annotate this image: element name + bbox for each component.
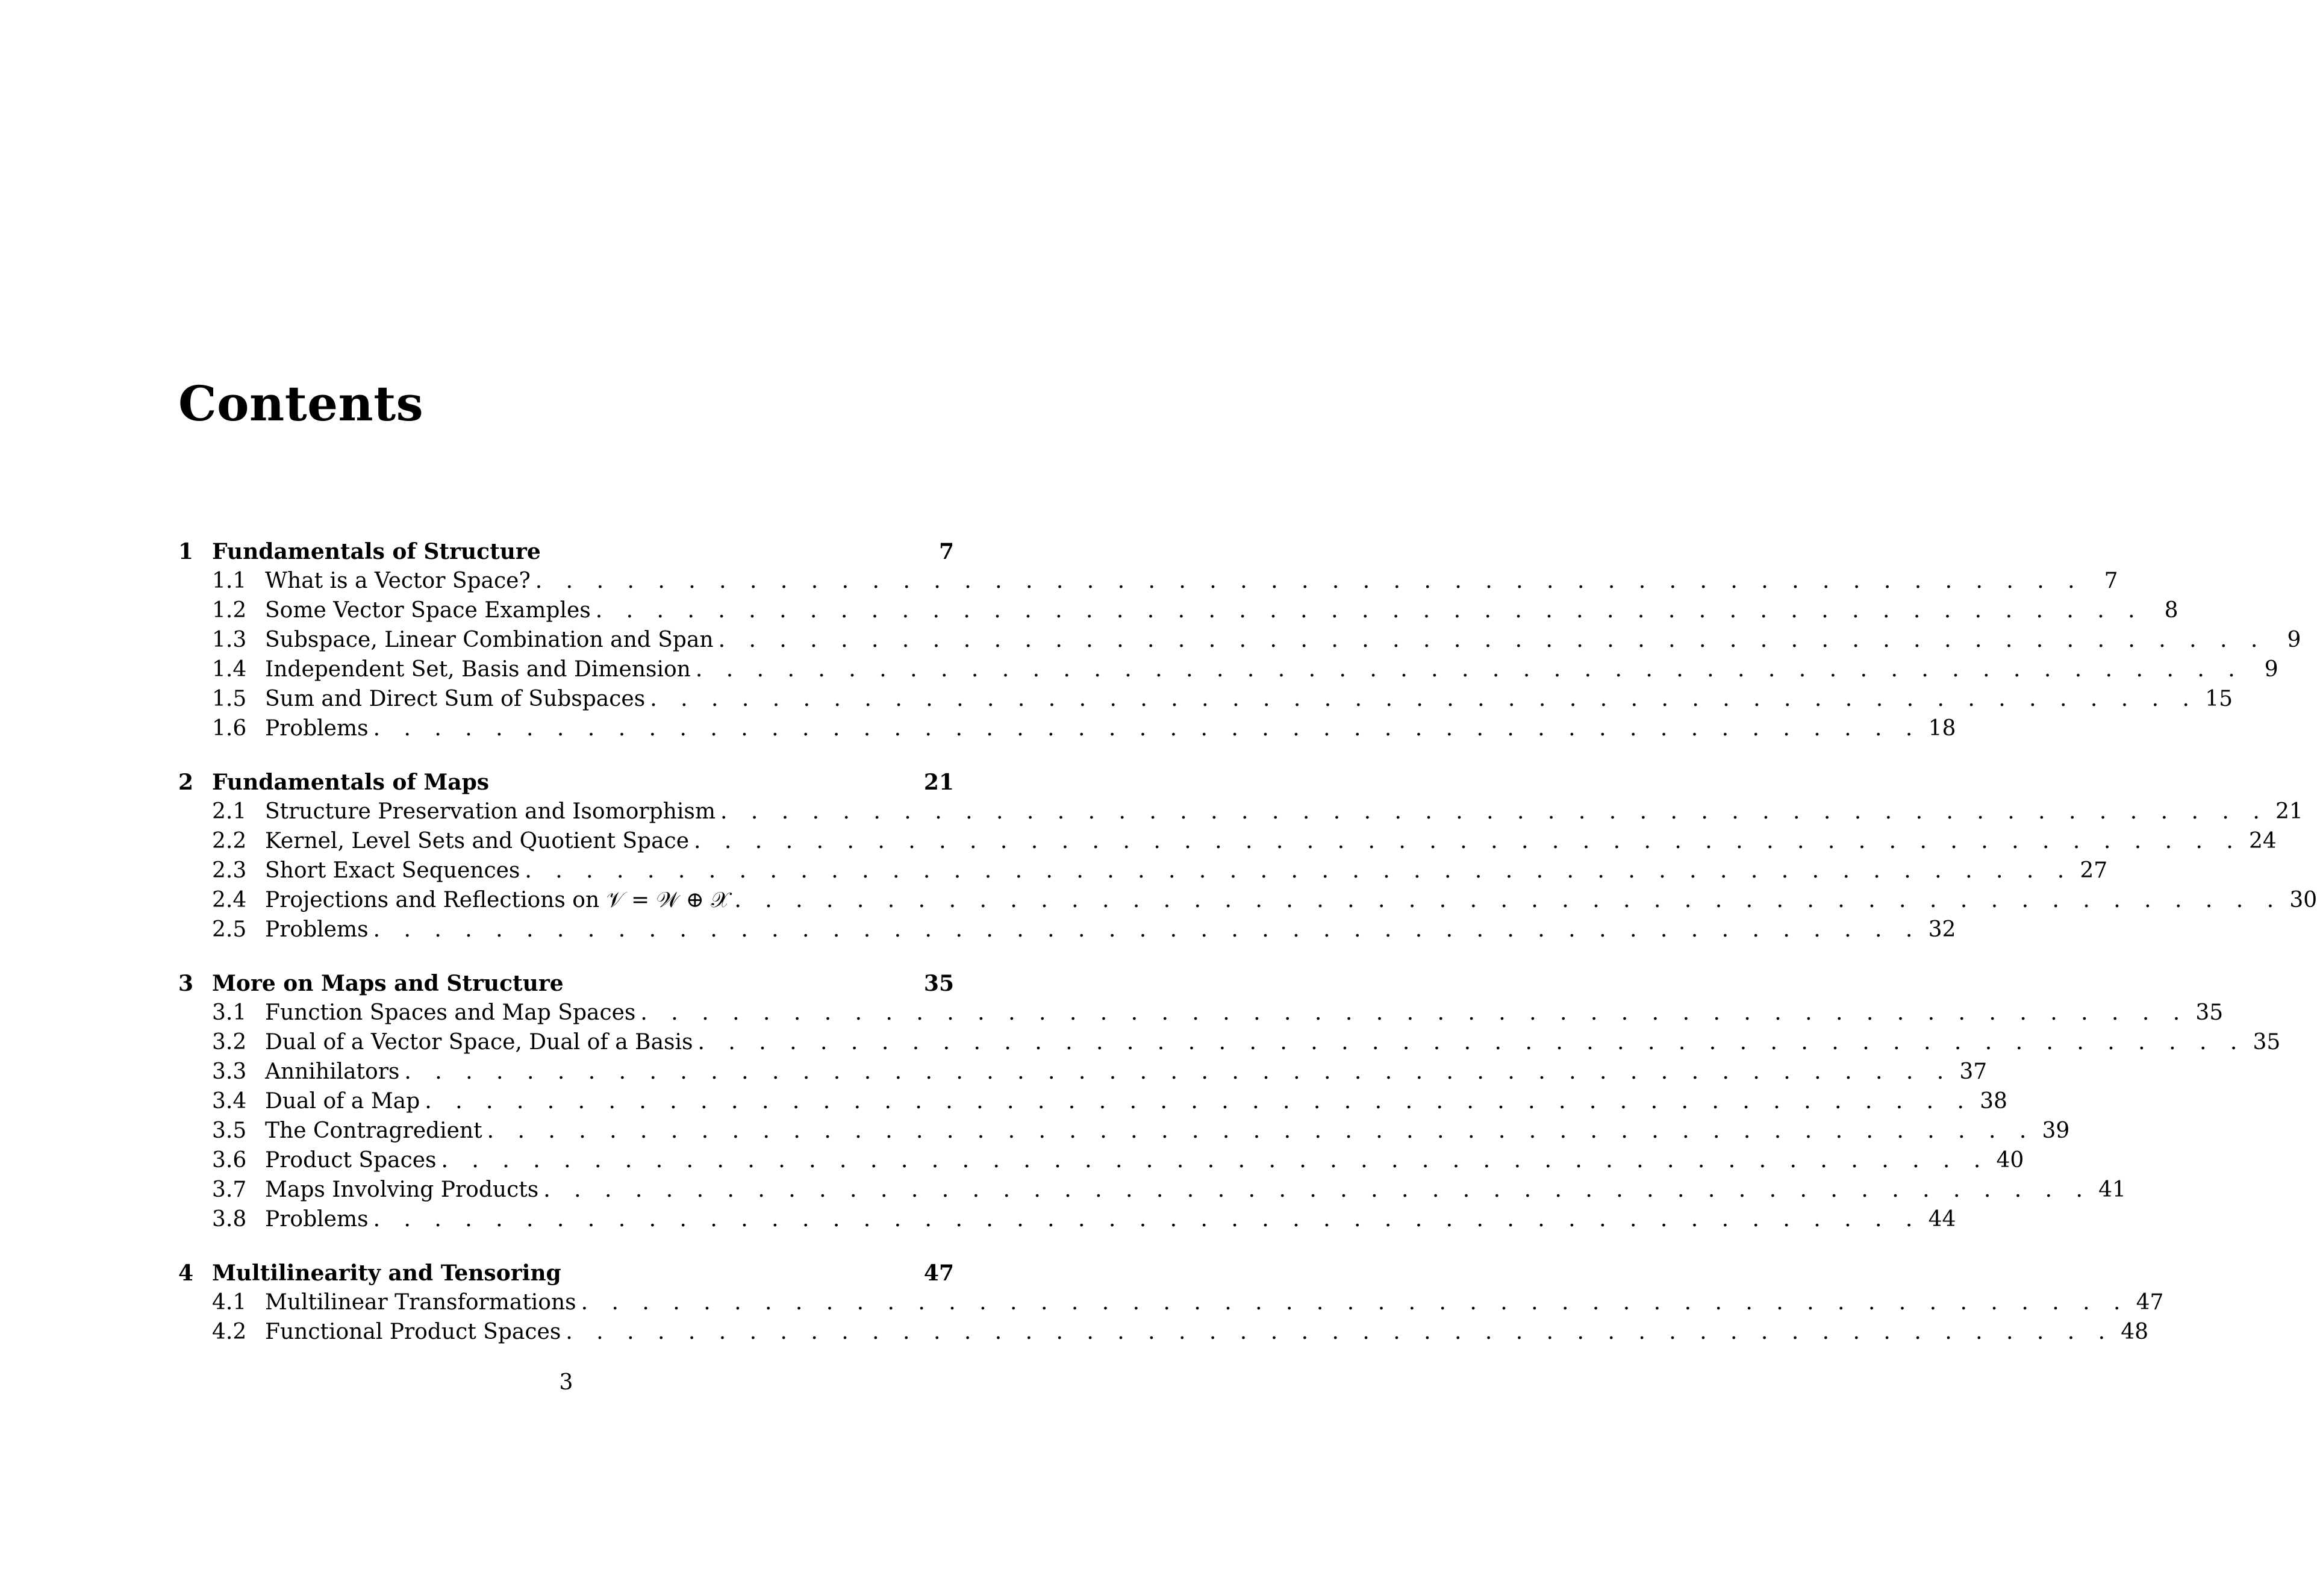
section-title: Problems — [265, 1207, 369, 1232]
section-number: 2.1 — [212, 799, 247, 824]
section-entry[interactable] — [178, 858, 2108, 888]
chapter-page: 21 — [923, 770, 954, 795]
section-title: Problems — [265, 917, 369, 942]
section-entry[interactable] — [178, 657, 2278, 687]
section-entry[interactable] — [178, 1089, 2007, 1118]
section-entry[interactable] — [178, 1320, 2149, 1349]
page-title: Contents — [178, 375, 424, 432]
section-title: Annihilators — [265, 1059, 400, 1084]
chapter-4 — [178, 1261, 2164, 1349]
section-number: 1.6 — [212, 716, 247, 741]
chapter-heading[interactable] — [178, 770, 954, 799]
section-entry[interactable] — [178, 1030, 2281, 1059]
section-number: 3.5 — [212, 1118, 247, 1143]
section-title: Problems — [265, 716, 369, 741]
chapter-page: 35 — [923, 971, 954, 996]
dot-leader: . . . . . . . . . . . . . . . . . . . . . . . . . . . . . . . . . . . . . . . . . . . . . . . . . . . — [441, 1148, 1989, 1173]
dot-leader: . . . . . . . . . . . . . . . . . . . . . . . . . . . . . . . . . . . . . . . . . . . . . . . . . . . — [720, 799, 2268, 824]
section-entry[interactable] — [178, 799, 2303, 829]
section-number: 1.2 — [212, 598, 247, 623]
section-title: Maps Involving Products — [265, 1177, 539, 1202]
dot-leader: . . . . . . . . . . . . . . . . . . . . . . . . . . . . . . . . . . . . . . . . . . . . . . . . . . . — [718, 628, 2266, 652]
section-number: 2.4 — [212, 888, 247, 912]
chapter-title: Multilinearity and Tensoring — [212, 1261, 561, 1286]
section-page: 47 — [2136, 1290, 2164, 1315]
section-entry[interactable] — [178, 716, 1956, 746]
dot-leader: . . . . . . . . . . . . . . . . . . . . . . . . . . . . . . . . . . . . . . . . . . . . . . . . . . . — [425, 1089, 1972, 1114]
section-number: 4.1 — [212, 1290, 247, 1315]
dot-leader: . . . . . . . . . . . . . . . . . . . . . . . . . . . . . . . . . . . . . . . . . . . . . . . . . . . — [535, 569, 2083, 593]
section-title: Dual of a Map — [265, 1089, 420, 1114]
dot-leader: . . . . . . . . . . . . . . . . . . . . . . . . . . . . . . . . . . . . . . . . . . . . . . . . . . . — [595, 598, 2144, 623]
section-number: 1.1 — [212, 569, 247, 593]
chapter-number: 1 — [178, 539, 194, 564]
chapter-number: 3 — [178, 971, 194, 996]
section-title: Product Spaces — [265, 1148, 437, 1173]
section-page: 27 — [2080, 858, 2108, 883]
dot-leader: . . . . . . . . . . . . . . . . . . . . . . . . . . . . . . . . . . . . . . . . . . . . . . . . . . . — [373, 716, 1921, 741]
chapter-1 — [178, 539, 2301, 746]
table-of-contents — [178, 539, 2317, 1373]
chapter-title: More on Maps and Structure — [212, 971, 564, 996]
section-title: Subspace, Linear Combination and Span — [265, 628, 714, 652]
section-page: 38 — [1980, 1089, 2007, 1114]
section-page: 9 — [2264, 657, 2278, 682]
section-page: 40 — [1996, 1148, 2024, 1173]
section-page: 30 — [2289, 888, 2317, 912]
section-number: 3.4 — [212, 1089, 247, 1114]
section-title: Some Vector Space Examples — [265, 598, 591, 623]
section-entry[interactable] — [178, 1000, 2224, 1030]
section-entry[interactable] — [178, 1207, 1956, 1236]
section-page: 37 — [1959, 1059, 1988, 1084]
section-entry[interactable] — [178, 917, 1956, 947]
section-title: The Contragredient — [265, 1118, 482, 1143]
section-number: 3.7 — [212, 1177, 247, 1202]
section-title: What is a Vector Space? — [265, 569, 531, 593]
chapter-2 — [178, 770, 2317, 947]
section-number: 2.5 — [212, 917, 247, 942]
section-entry[interactable] — [178, 687, 2233, 716]
section-title: Dual of a Vector Space, Dual of a Basis — [265, 1030, 693, 1055]
section-number: 3.3 — [212, 1059, 247, 1084]
section-number: 3.1 — [212, 1000, 247, 1025]
dot-leader: . . . . . . . . . . . . . . . . . . . . . . . . . . . . . . . . . . . . . . . . . . . . . . . . . . . — [487, 1118, 2035, 1143]
section-number: 1.4 — [212, 657, 247, 682]
dot-leader: . . . . . . . . . . . . . . . . . . . . . . . . . . . . . . . . . . . . . . . . . . . . . . . . . . . — [695, 657, 2244, 682]
dot-leader: . . . . . . . . . . . . . . . . . . . . . . . . . . . . . . . . . . . . . . . . . . . . . . . . . . . — [566, 1320, 2114, 1344]
dot-leader: . . . . . . . . . . . . . . . . . . . . . . . . . . . . . . . . . . . . . . . . . . . . . . . . . . . — [734, 888, 2283, 912]
section-number: 3.8 — [212, 1207, 247, 1232]
section-entry[interactable] — [178, 888, 2317, 917]
dot-leader: . . . . . . . . . . . . . . . . . . . . . . . . . . . . . . . . . . . . . . . . . . . . . . . . . . . — [525, 858, 2073, 883]
chapter-number: 4 — [178, 1261, 194, 1286]
chapter-heading[interactable] — [178, 971, 954, 1000]
section-number: 3.2 — [212, 1030, 247, 1055]
section-title: Independent Set, Basis and Dimension — [265, 657, 691, 682]
dot-leader: . . . . . . . . . . . . . . . . . . . . . . . . . . . . . . . . . . . . . . . . . . . . . . . . . . . — [373, 1207, 1921, 1232]
section-page: 18 — [1928, 716, 1956, 741]
dot-leader: . . . . . . . . . . . . . . . . . . . . . . . . . . . . . . . . . . . . . . . . . . . . . . . . . . . — [697, 1030, 2246, 1055]
chapter-number: 2 — [178, 770, 194, 795]
section-page: 24 — [2249, 829, 2277, 853]
dot-leader: . . . . . . . . . . . . . . . . . . . . . . . . . . . . . . . . . . . . . . . . . . . . . . . . . . . — [543, 1177, 2091, 1202]
section-number: 2.2 — [212, 829, 247, 853]
section-title: Multilinear Transformations — [265, 1290, 576, 1315]
dot-leader: . . . . . . . . . . . . . . . . . . . . . . . . . . . . . . . . . . . . . . . . . . . . . . . . . . . — [581, 1290, 2129, 1315]
section-entry[interactable] — [178, 628, 2301, 657]
section-entry[interactable] — [178, 1290, 2164, 1320]
section-number: 4.2 — [212, 1320, 247, 1344]
chapter-heading[interactable] — [178, 1261, 954, 1290]
section-title: Function Spaces and Map Spaces — [265, 1000, 636, 1025]
chapter-title: Fundamentals of Structure — [212, 539, 541, 564]
section-entry[interactable] — [178, 569, 2118, 598]
section-page: 41 — [2098, 1177, 2126, 1202]
section-entry[interactable] — [178, 829, 2277, 858]
section-page: 35 — [2253, 1030, 2281, 1055]
dot-leader: . . . . . . . . . . . . . . . . . . . . . . . . . . . . . . . . . . . . . . . . . . . . . . . . . . . — [694, 829, 2242, 853]
dot-leader: . . . . . . . . . . . . . . . . . . . . . . . . . . . . . . . . . . . . . . . . . . . . . . . . . . . — [404, 1059, 1953, 1084]
chapter-3 — [178, 971, 2281, 1236]
section-entry[interactable] — [178, 1059, 1988, 1089]
section-entry[interactable] — [178, 1118, 2070, 1148]
section-number: 1.5 — [212, 687, 247, 711]
section-page: 35 — [2195, 1000, 2224, 1025]
dot-leader: . . . . . . . . . . . . . . . . . . . . . . . . . . . . . . . . . . . . . . . . . . . . . . . . . . . — [373, 917, 1921, 942]
section-page: 32 — [1928, 917, 1956, 942]
section-number: 1.3 — [212, 628, 247, 652]
section-page: 9 — [2287, 628, 2301, 652]
section-number: 3.6 — [212, 1148, 247, 1173]
section-page: 7 — [2104, 569, 2118, 593]
section-title: Functional Product Spaces — [265, 1320, 561, 1344]
dot-leader: . . . . . . . . . . . . . . . . . . . . . . . . . . . . . . . . . . . . . . . . . . . . . . . . . . . — [650, 687, 2198, 711]
section-page: 48 — [2121, 1320, 2149, 1344]
section-page: 39 — [2042, 1118, 2070, 1143]
chapter-page: 47 — [923, 1261, 954, 1286]
section-title: Kernel, Level Sets and Quotient Space — [265, 829, 690, 853]
section-entry[interactable] — [178, 1148, 2024, 1177]
dot-leader: . . . . . . . . . . . . . . . . . . . . . . . . . . . . . . . . . . . . . . . . . . . . . . . . . . . — [640, 1000, 2189, 1025]
section-title: Short Exact Sequences — [265, 858, 520, 883]
chapter-title: Fundamentals of Maps — [212, 770, 490, 795]
section-page: 8 — [2164, 598, 2178, 623]
section-page: 21 — [2275, 799, 2303, 824]
section-entry[interactable] — [178, 598, 2178, 628]
section-title: Sum and Direct Sum of Subspaces — [265, 687, 646, 711]
section-number: 2.3 — [212, 858, 247, 883]
section-title: Structure Preservation and Isomorphism — [265, 799, 716, 824]
section-title: Projections and Reflections on 𝒱 = 𝒲 ⊕ 𝒳 — [265, 888, 730, 912]
section-page: 44 — [1928, 1207, 1956, 1232]
section-entry[interactable] — [178, 1177, 2126, 1207]
section-page: 15 — [2205, 687, 2233, 711]
chapter-page: 7 — [938, 539, 954, 564]
page-number: 3 — [559, 1370, 573, 1395]
chapter-heading[interactable] — [178, 539, 954, 569]
